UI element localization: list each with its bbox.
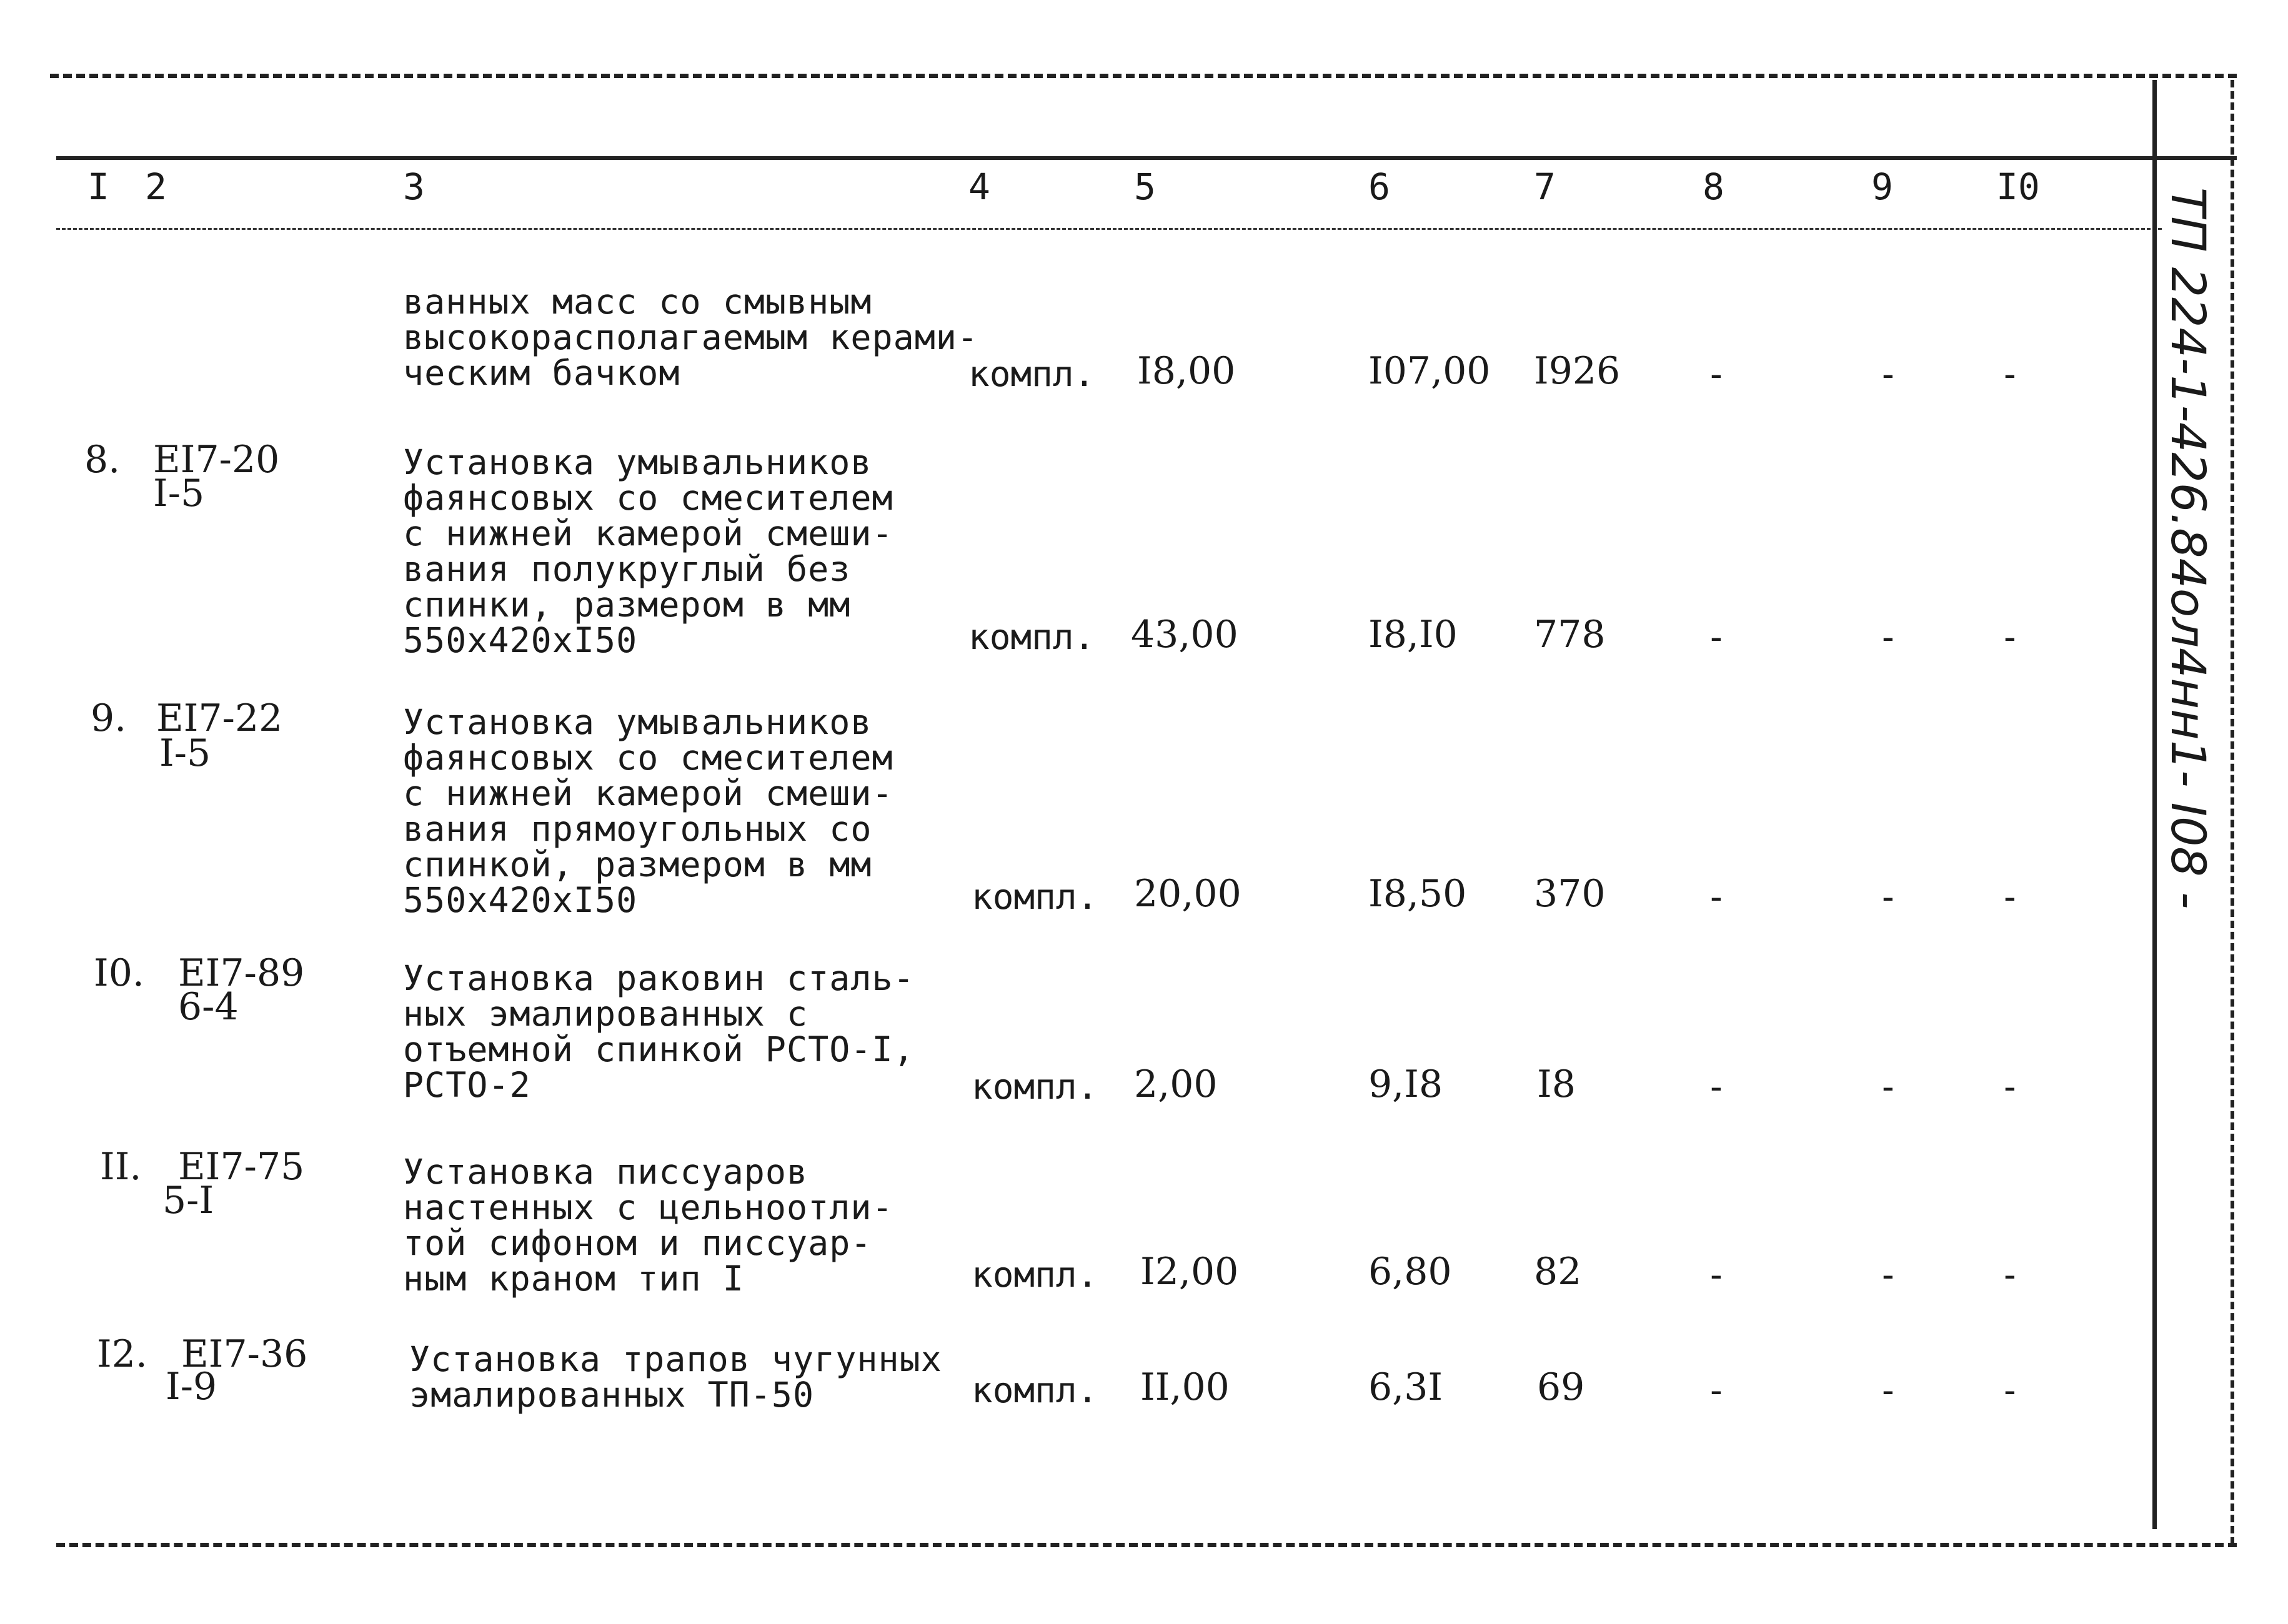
row-col10: - bbox=[1999, 1255, 2021, 1295]
row-quantity: I8,00 bbox=[1137, 349, 1236, 393]
right-frame-line bbox=[2152, 80, 2157, 1529]
row-description: Установка умывальников фаянсовых со смесителем с нижней камерой смеши- вания полукруглый без спинки, размером в мм 550х420хI50 bbox=[403, 442, 893, 660]
row-total: 370 bbox=[1534, 872, 1606, 916]
bottom-border-line bbox=[56, 1543, 2237, 1547]
row-description: Установка раковин сталь- ных эмалированных с отъемной спинкой РСТО-I, РСТО-2 bbox=[403, 958, 915, 1105]
column-header-2: 2 bbox=[145, 166, 167, 208]
row-col9: - bbox=[1878, 877, 1899, 918]
row-col10: - bbox=[1999, 1370, 2021, 1411]
row-price: 6,3I bbox=[1368, 1365, 1443, 1409]
row-col8: - bbox=[1706, 1067, 1727, 1107]
row-code: EI7-89 bbox=[178, 951, 305, 995]
row-code: EI7-22 bbox=[156, 696, 283, 740]
row-col9: - bbox=[1878, 617, 1899, 658]
row-quantity: 20,00 bbox=[1134, 872, 1241, 916]
row-number: 9. bbox=[91, 696, 127, 740]
row-code-sub: I-5 bbox=[153, 472, 205, 515]
row-description: Установка умывальников фаянсовых со смесителем с нижней камерой смеши- вания прямоугольных со спинкой, размером в мм 550х420хI50 bbox=[403, 702, 893, 920]
row-price: 9,I8 bbox=[1368, 1062, 1443, 1106]
side-document-code-text: ТП 224-1-426.84ол4нн1- I08 - bbox=[2161, 187, 2216, 909]
row-description: ванных масс со смывным высокорасполагаемым керами- ческим бачком bbox=[403, 282, 979, 393]
row-unit: компл. bbox=[972, 1067, 1098, 1107]
column-header-4: 4 bbox=[968, 166, 990, 208]
side-document-code bbox=[2163, 187, 2219, 999]
row-code-sub: 6-4 bbox=[178, 985, 239, 1029]
row-unit: компл. bbox=[972, 1255, 1098, 1295]
row-total: 69 bbox=[1537, 1365, 1585, 1409]
row-col9: - bbox=[1878, 354, 1899, 395]
row-code-sub: I-5 bbox=[159, 731, 211, 775]
column-header-5: 5 bbox=[1134, 166, 1156, 208]
row-quantity: I2,00 bbox=[1140, 1250, 1239, 1294]
row-col9: - bbox=[1878, 1370, 1899, 1411]
column-header-3: 3 bbox=[403, 166, 425, 208]
row-code-sub: I-9 bbox=[166, 1365, 217, 1409]
row-col8: - bbox=[1706, 617, 1727, 658]
row-quantity: 2,00 bbox=[1134, 1062, 1218, 1106]
row-price: I07,00 bbox=[1368, 349, 1491, 393]
row-price: I8,I0 bbox=[1368, 613, 1458, 656]
row-unit: компл. bbox=[968, 354, 1095, 395]
row-code-sub: 5-I bbox=[162, 1179, 214, 1222]
row-number: II. bbox=[100, 1145, 142, 1189]
row-col8: - bbox=[1706, 354, 1727, 395]
header-bottom-line bbox=[56, 228, 2162, 230]
row-col8: - bbox=[1706, 1255, 1727, 1295]
row-unit: компл. bbox=[972, 877, 1098, 918]
row-col9: - bbox=[1878, 1067, 1899, 1107]
row-number: 8. bbox=[84, 438, 121, 482]
row-unit: компл. bbox=[968, 617, 1095, 658]
row-description: Установка писсуаров настенных с цельноотли- той сифоном и писсуар- ным краном тип I bbox=[403, 1152, 893, 1299]
row-col10: - bbox=[1999, 1067, 2021, 1107]
row-quantity: II,00 bbox=[1140, 1365, 1230, 1409]
column-header-7: 7 bbox=[1534, 166, 1556, 208]
column-header-1: I bbox=[87, 166, 109, 208]
row-code: EI7-75 bbox=[178, 1145, 305, 1189]
header-top-line bbox=[56, 156, 2237, 160]
row-price: 6,80 bbox=[1368, 1250, 1452, 1294]
outer-right-line bbox=[2231, 80, 2234, 1545]
row-total: 778 bbox=[1534, 613, 1606, 656]
top-border-line bbox=[50, 74, 2237, 78]
row-number: I0. bbox=[94, 951, 144, 995]
row-col8: - bbox=[1706, 877, 1727, 918]
row-total: I8 bbox=[1537, 1062, 1576, 1106]
column-header-6: 6 bbox=[1368, 166, 1390, 208]
row-code: EI7-20 bbox=[153, 438, 280, 482]
row-total: 82 bbox=[1534, 1250, 1582, 1294]
row-col10: - bbox=[1999, 617, 2021, 658]
row-quantity: 43,00 bbox=[1131, 613, 1238, 656]
row-col8: - bbox=[1706, 1370, 1727, 1411]
row-description: Установка трапов чугунных эмалированных ТП-50 bbox=[409, 1339, 942, 1415]
row-code: EI7-36 bbox=[181, 1332, 308, 1376]
row-number: I2. bbox=[97, 1332, 147, 1376]
column-header-10: I0 bbox=[1996, 166, 2040, 208]
row-col10: - bbox=[1999, 354, 2021, 395]
row-unit: компл. bbox=[972, 1370, 1098, 1411]
row-price: I8,50 bbox=[1368, 872, 1467, 916]
row-col10: - bbox=[1999, 877, 2021, 918]
row-total: I926 bbox=[1534, 349, 1621, 393]
column-header-9: 9 bbox=[1871, 166, 1893, 208]
row-col9: - bbox=[1878, 1255, 1899, 1295]
column-header-8: 8 bbox=[1703, 166, 1724, 208]
